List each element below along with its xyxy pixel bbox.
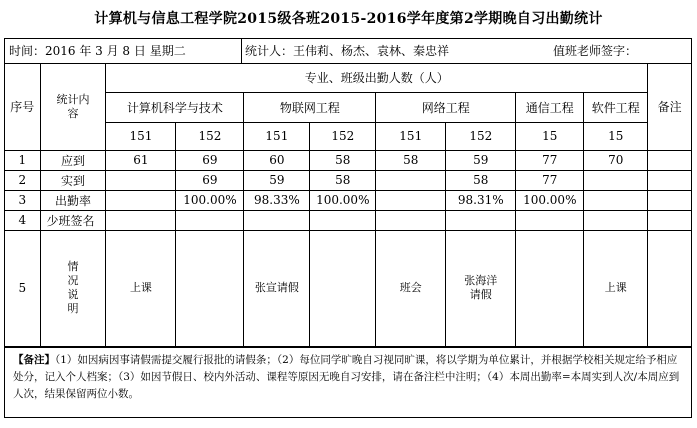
major-header: 物联网工程: [244, 92, 376, 122]
remark-cell: [648, 170, 691, 190]
cell: [584, 170, 648, 190]
attendance-table: [5, 64, 691, 347]
notes-section: [5, 347, 691, 417]
page-title: 计算机与信息工程学院2015级各班2015-2016学年度第2学期晚自习出勤统计: [94, 11, 603, 27]
major-header: 网络工程: [376, 92, 516, 122]
cell[interactable]: [244, 210, 310, 230]
major-header: 计算机科学与技术: [106, 92, 244, 122]
major-header: 软件工程: [584, 92, 648, 122]
info-divider: [241, 39, 242, 63]
stat-header: 统计内容: [40, 64, 106, 150]
cell: 59: [446, 150, 516, 170]
cell: 100.00%: [516, 190, 584, 210]
cell: 70: [584, 150, 648, 170]
class-header: 15: [516, 122, 584, 150]
class-header: 151: [376, 122, 446, 150]
class-header: 152: [176, 122, 244, 150]
cell: 班会: [376, 230, 446, 346]
row-seq: 3: [5, 190, 40, 210]
table-row: [5, 230, 691, 346]
cell: 98.31%: [446, 190, 516, 210]
class-header: 15: [584, 122, 648, 150]
cell[interactable]: [446, 210, 516, 230]
row-label: 出勤率: [40, 190, 106, 210]
seq-header: 序号: [5, 64, 40, 150]
class-header: 152: [310, 122, 376, 150]
notes-heading: 【备注】: [13, 354, 55, 366]
cell: [106, 190, 176, 210]
table-row: [5, 170, 691, 190]
attendance-form: [4, 38, 692, 418]
cell: 69: [176, 170, 244, 190]
date-field: 时间：2016 年 3 月 8 日 星期二: [9, 44, 186, 58]
table-row: [5, 190, 691, 210]
cell: [310, 230, 376, 346]
cell: 58: [310, 170, 376, 190]
info-bar: [5, 39, 691, 64]
cell[interactable]: [516, 210, 584, 230]
remark-cell: [648, 210, 691, 230]
cell: [376, 190, 446, 210]
remark-cell: [648, 230, 691, 346]
cell: 58: [446, 170, 516, 190]
cell: [584, 190, 648, 210]
class-header: 152: [446, 122, 516, 150]
cell: [106, 170, 176, 190]
cell[interactable]: [176, 210, 244, 230]
cell: 张海洋请假: [446, 230, 516, 346]
cell: [176, 230, 244, 346]
table-row: [5, 210, 691, 230]
cell: 59: [244, 170, 310, 190]
major-header: 通信工程: [516, 92, 584, 122]
cell: [376, 170, 446, 190]
remark-header: 备注: [648, 64, 691, 150]
cell: 100.00%: [310, 190, 376, 210]
cell: 上课: [106, 230, 176, 346]
cell[interactable]: [106, 210, 176, 230]
remark-cell: [648, 150, 691, 170]
row-label: 情况说明: [40, 230, 106, 346]
cell: 58: [310, 150, 376, 170]
cell: 98.33%: [244, 190, 310, 210]
cell[interactable]: [310, 210, 376, 230]
cell: 60: [244, 150, 310, 170]
cell: 58: [376, 150, 446, 170]
cell[interactable]: [584, 210, 648, 230]
group-header: 专业、班级出勤人数（人）: [106, 64, 648, 92]
teacher-signature-field[interactable]: 值班老师签字：: [553, 44, 638, 58]
notes-text: （1）如因病因事请假需提交履行报批的请假条；（2）每位同学旷晚自习视同旷课，将以学期为单位累计，并根据学校相关规定给予相应处分，记入个人档案；（3）如因节假日、校内外活动、课程等原因无晚自习安排，请在备注栏中注明；（4）本周出勤率=本周实到人次/本周应到人次，结果保留两位小数。: [13, 354, 680, 400]
remark-cell: [648, 190, 691, 210]
cell: 张宣请假: [244, 230, 310, 346]
cell: [516, 230, 584, 346]
cell: 69: [176, 150, 244, 170]
row-label: 应到: [40, 150, 106, 170]
cell: 100.00%: [176, 190, 244, 210]
cell: 上课: [584, 230, 648, 346]
row-seq: 1: [5, 150, 40, 170]
cell: 77: [516, 150, 584, 170]
row-label: 实到: [40, 170, 106, 190]
cell: 61: [106, 150, 176, 170]
cell[interactable]: [376, 210, 446, 230]
row-label: 少班签名: [40, 210, 106, 230]
class-header: 151: [244, 122, 310, 150]
row-seq: 4: [5, 210, 40, 230]
class-header: 151: [106, 122, 176, 150]
counters-field: 统计人：王伟莉、杨杰、袁林、秦忠祥: [245, 44, 450, 58]
row-seq: 2: [5, 170, 40, 190]
row-seq: 5: [5, 230, 40, 346]
table-row: [5, 150, 691, 170]
cell: 77: [516, 170, 584, 190]
